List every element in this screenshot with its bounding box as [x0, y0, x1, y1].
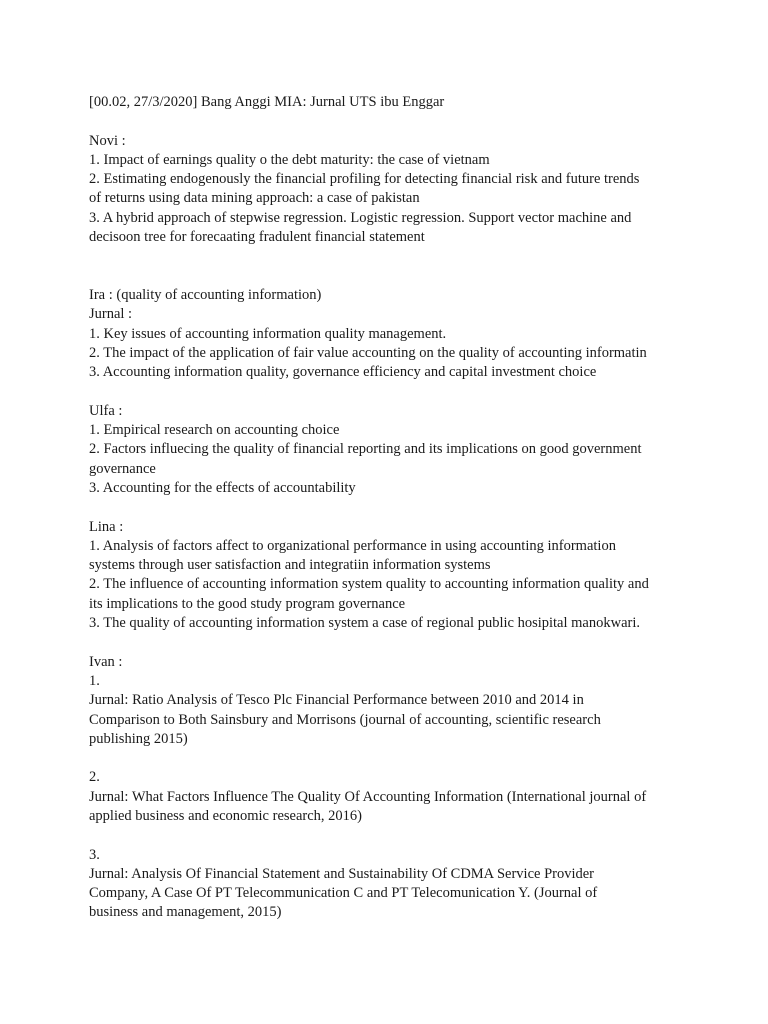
list-item: 2. The influence of accounting information system quality to accounting information quality and — [89, 576, 649, 593]
entry-line: Comparison to Both Sainsbury and Morrisons (journal of accounting, scientific research — [89, 711, 601, 728]
section-ivan — [89, 653, 689, 923]
spacer — [89, 247, 689, 286]
list-item: 2. Estimating endogenously the financial profiling for detecting financial risk and future trends — [89, 171, 640, 188]
entry-number: 3. — [89, 846, 100, 863]
list-item: 2. Factors influecing the quality of financial reporting and its implications on good government — [89, 441, 642, 458]
list-item: governance — [89, 460, 156, 477]
list-item: 3. Accounting for the effects of accountability — [89, 479, 356, 496]
entry-number: 2. — [89, 769, 100, 786]
entry-line: applied business and economic research, 2016) — [89, 807, 362, 824]
spacer — [89, 498, 689, 517]
entry-line: publishing 2015) — [89, 730, 188, 747]
spacer — [89, 112, 689, 131]
list-item: of returns using data mining approach: a case of pakistan — [89, 190, 420, 207]
list-item: 1. Analysis of factors affect to organizational performance in using accounting information — [89, 537, 616, 554]
entry-line: Jurnal: Ratio Analysis of Tesco Plc Financial Performance between 2010 and 2014 in — [89, 692, 584, 709]
section-name: Ira : (quality of accounting information) — [89, 286, 322, 303]
section-ulfa — [89, 402, 689, 498]
spacer — [89, 826, 689, 845]
section-name: Novi : — [89, 132, 126, 149]
entry-number: 1. — [89, 672, 100, 689]
list-item: decisoon tree for forecaating fradulent financial statement — [89, 229, 425, 246]
section-name: Lina : — [89, 518, 124, 535]
section-lina — [89, 518, 689, 634]
list-item: 1. Impact of earnings quality o the debt maturity: the case of vietnam — [89, 151, 490, 168]
section-name: Ivan : — [89, 653, 123, 670]
list-item: systems through user satisfaction and integratiin information systems — [89, 557, 491, 574]
list-item: 2. The impact of the application of fair value accounting on the quality of accounting informatin — [89, 344, 647, 361]
list-item: its implications to the good study program governance — [89, 595, 406, 612]
entry-line: business and management, 2015) — [89, 904, 282, 921]
entry-line: Jurnal: What Factors Influence The Quality Of Accounting Information (International journal of — [89, 788, 647, 805]
spacer — [89, 749, 689, 768]
list-item: 1. Key issues of accounting information quality management. — [89, 325, 447, 342]
section-novi — [89, 132, 689, 248]
list-item: 3. The quality of accounting information system a case of regional public hosipital manokwari. — [89, 615, 640, 632]
section-subheading: Jurnal : — [89, 306, 133, 323]
section-name: Ulfa : — [89, 402, 123, 419]
entry-line: Jurnal: Analysis Of Financial Statement and Sustainability Of CDMA Service Provider — [89, 865, 595, 882]
entry-line: Company, A Case Of PT Telecommunication C and PT Telecomunication Y. (Journal of — [89, 885, 598, 902]
section-ira — [89, 286, 689, 382]
list-item: 1. Empirical research on accounting choice — [89, 422, 340, 439]
list-item: 3. Accounting information quality, governance efficiency and capital investment choice — [89, 364, 597, 381]
document-page — [89, 93, 689, 923]
document-header: [00.02, 27/3/2020] Bang Anggi MIA: Jurnal UTS ibu Enggar — [89, 94, 445, 110]
spacer — [89, 633, 689, 652]
list-item: 3. A hybrid approach of stepwise regression. Logistic regression. Support vector machine and — [89, 209, 632, 226]
spacer — [89, 382, 689, 401]
